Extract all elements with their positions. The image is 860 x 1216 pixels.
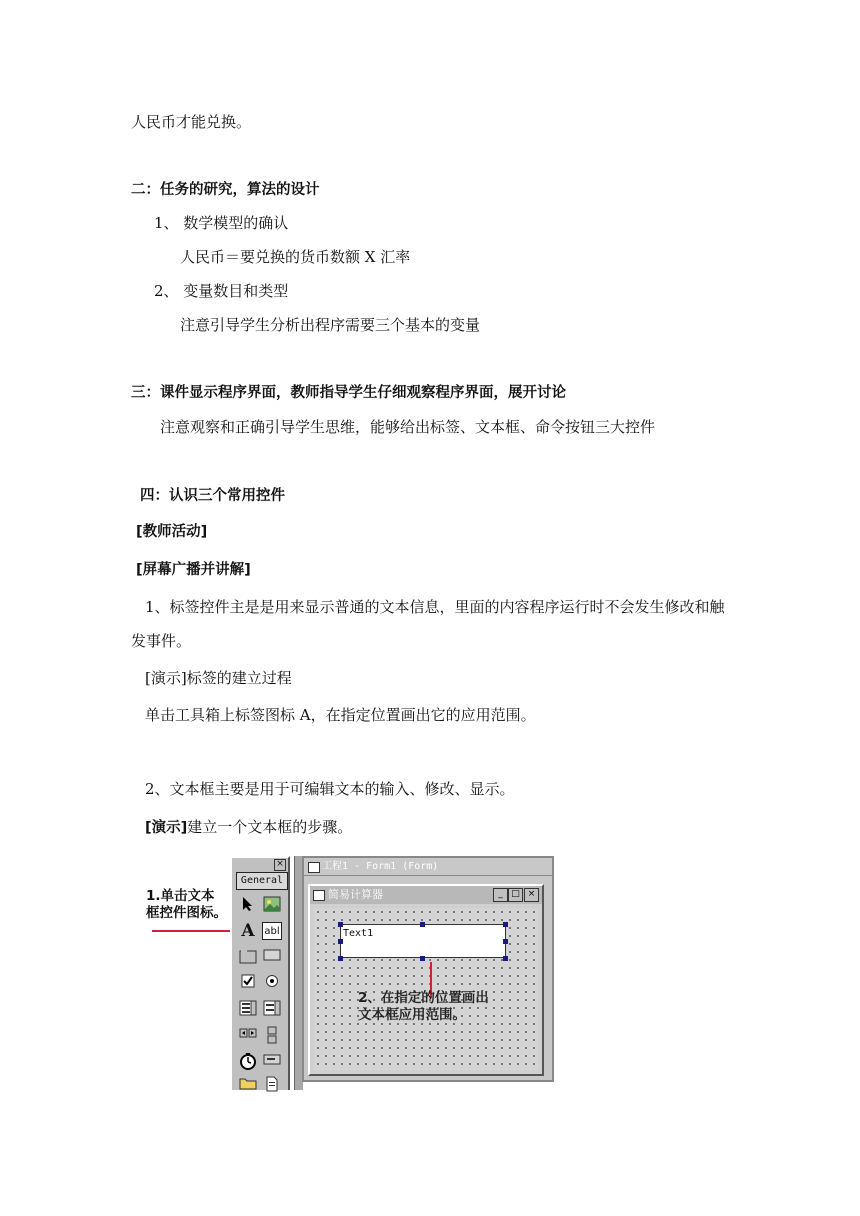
callout-step2-line1: 2、在指定的位置画出 <box>358 990 489 1006</box>
resize-handle-bottom[interactable] <box>420 956 425 961</box>
resize-handle-top-left[interactable] <box>338 922 343 927</box>
close-button[interactable]: × <box>524 888 539 902</box>
toolbox-close-icon[interactable]: × <box>274 859 286 871</box>
form-window-icon <box>313 890 325 901</box>
callout-step2 <box>358 990 489 1024</box>
project-window-title: 工程1 - Form1 (Form) <box>304 858 552 876</box>
textbox-desc-text: 2、文本框主要是用于可编辑文本的输入、修改、显示。 <box>145 780 515 798</box>
demo-label-text: [演示]标签的建立过程 <box>145 669 292 687</box>
toolbox-general-tab[interactable]: General <box>236 872 288 890</box>
combobox-tool-icon[interactable] <box>238 1000 258 1018</box>
section2-heading: 二：任务的研究，算法的设计 <box>131 182 320 198</box>
drivelistbox-tool-icon[interactable] <box>262 1052 282 1070</box>
vscrollbar-tool-icon[interactable] <box>262 1026 282 1044</box>
section2-item1: 1、 数学模型的确认 <box>154 214 289 232</box>
resize-handle-bottom-left[interactable] <box>338 956 343 961</box>
picturebox-tool-icon[interactable] <box>262 896 282 914</box>
callout-step1-line1: 1.单击文本 <box>146 888 215 904</box>
textbox-tool-icon[interactable]: abl <box>262 922 282 940</box>
commandbutton-tool-icon[interactable] <box>262 948 282 966</box>
section4-heading: 四：认识三个常用控件 <box>140 488 285 504</box>
folder-tool-icon[interactable] <box>238 1076 258 1094</box>
pointer-tool-icon[interactable] <box>238 896 258 914</box>
label-tool-icon[interactable]: A <box>241 921 255 941</box>
section2-item2: 2、 变量数目和类型 <box>154 282 289 300</box>
demo-textbox-rest: 建立一个文本框的步骤。 <box>187 818 353 836</box>
resize-handle-right[interactable] <box>503 939 508 944</box>
resize-handle-top[interactable] <box>420 922 425 927</box>
maximize-button[interactable]: □ <box>508 888 523 902</box>
text1-textbox[interactable]: Text1 <box>340 924 506 958</box>
broadcast-tag: [屏幕广播并讲解] <box>136 562 251 578</box>
teacher-activity-tag: [教师活动] <box>136 524 208 540</box>
resize-handle-top-right[interactable] <box>503 922 508 927</box>
demo-textbox-tag: [演示] <box>145 820 188 836</box>
form-window-title: 简易计算器 <box>310 886 542 904</box>
callout-step1 <box>146 888 227 922</box>
label-desc-line1: 1、标签控件主是是用来显示普通的文本信息，里面的内容程序运行时不会发生修改和触 <box>145 598 725 616</box>
resize-handle-left[interactable] <box>338 939 343 944</box>
form-designer-window[interactable] <box>308 884 544 1076</box>
section3-heading: 三：课件显示程序界面，教师指导学生仔细观察程序界面，展开讨论 <box>131 385 566 401</box>
filelistbox-tool-icon[interactable] <box>262 1076 282 1094</box>
checkbox-tool-icon[interactable] <box>238 974 258 992</box>
formula-text: 人民币＝要兑换的货币数额 X 汇率 <box>180 248 411 266</box>
intro-tail-text: 人民币才能兑换。 <box>131 113 252 131</box>
timer-tool-icon[interactable] <box>238 1052 258 1070</box>
project-window-icon <box>308 862 320 873</box>
label-step-text: 单击工具箱上标签图标 A，在指定位置画出它的应用范围。 <box>145 706 536 724</box>
callout-step1-line2: 框控件图标。 <box>146 905 227 921</box>
callout-step2-line2: 文本框应用范围。 <box>358 1007 466 1023</box>
section3-note: 注意观察和正确引导学生思维，能够给出标签、文本框、命令按钮三大控件 <box>160 418 656 436</box>
frame-tool-icon[interactable] <box>238 948 258 966</box>
label-desc-line2: 发事件。 <box>131 632 192 650</box>
section2-note: 注意引导学生分析出程序需要三个基本的变量 <box>180 316 481 334</box>
hscrollbar-tool-icon[interactable] <box>238 1026 258 1044</box>
optionbutton-tool-icon[interactable] <box>262 974 282 992</box>
vb-ide-figure <box>130 850 560 1090</box>
listbox-tool-icon[interactable] <box>262 1000 282 1018</box>
resize-handle-bottom-right[interactable] <box>503 956 508 961</box>
toolbox-panel <box>230 856 290 1090</box>
minimize-button[interactable]: _ <box>493 888 508 902</box>
demo-textbox-text <box>145 817 352 838</box>
